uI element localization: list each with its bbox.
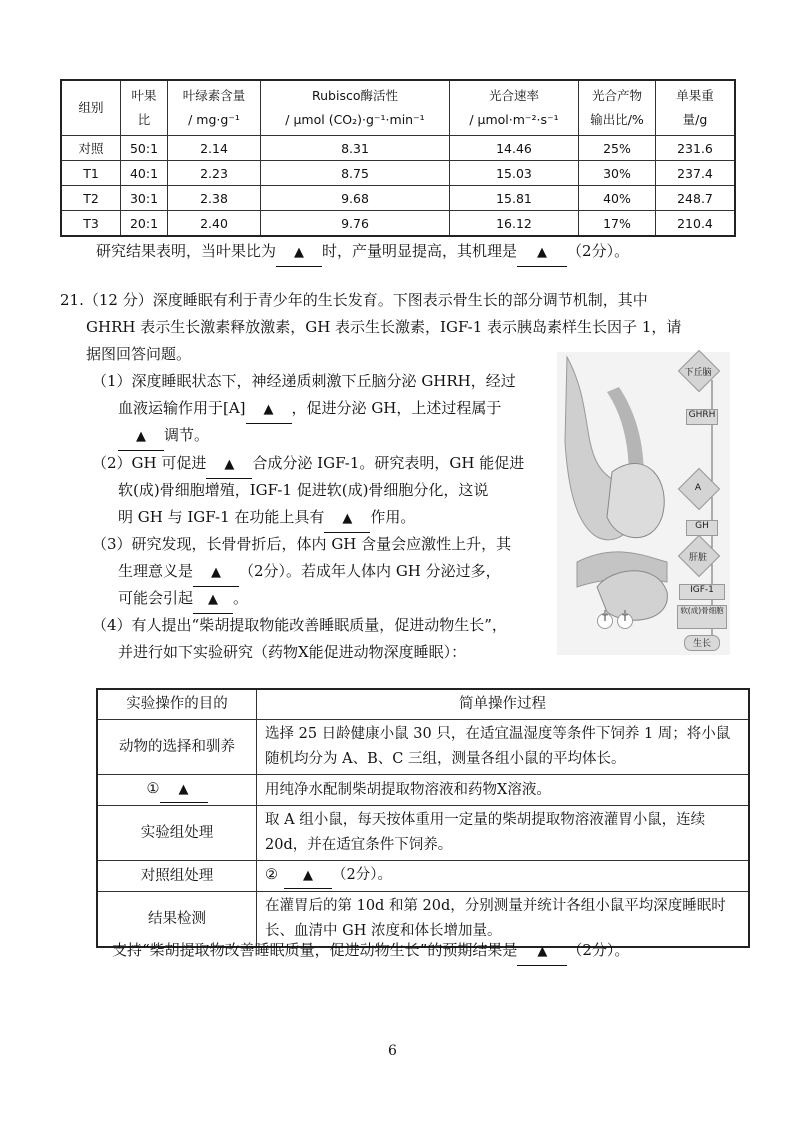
answer-blank[interactable] <box>246 396 292 424</box>
results-table <box>60 79 736 237</box>
header-cell <box>261 80 450 136</box>
text: （2）GH 可促进 <box>92 454 207 472</box>
table-cell: 对照 <box>61 136 121 161</box>
q21-part1-line1: （1）深度睡眠状态下，神经递质刺激下丘脑分泌 GHRH，经过 <box>92 372 516 390</box>
blank-mark: ▲ <box>342 511 353 526</box>
header-text: / μmol·m⁻²·s⁻¹ <box>469 112 559 127</box>
table-cell: 210.4 <box>656 211 736 237</box>
hypothalamus-label: 下丘脑 <box>684 368 712 378</box>
table-cell: 2.38 <box>168 186 261 211</box>
table-cell: 17% <box>579 211 656 237</box>
table-row <box>61 186 735 211</box>
table-cell: 30:1 <box>121 186 168 211</box>
answer-blank[interactable] <box>324 505 370 533</box>
text: 明 GH 与 IGF-1 在功能上具有 <box>118 508 325 526</box>
chondrocyte-label: 软(成)骨细胞 <box>677 605 727 629</box>
answer-blank[interactable] <box>118 423 164 451</box>
text: 血液运输作用于[A] <box>118 399 246 417</box>
table-cell: 25% <box>579 136 656 161</box>
growth-label: 生长 <box>684 635 720 651</box>
process-cell: 取 A 组小鼠，每天按体重用一定量的柴胡提取物溶液灌胃小鼠，连续 20d，并在适宜条件下饲养。 <box>257 806 750 861</box>
t-cell-label: T <box>597 613 613 629</box>
q21-part2-line1 <box>92 450 524 479</box>
q21-part3-line2 <box>118 558 501 587</box>
text: 支持“柴胡提取物改善睡眠质量，促进动物生长”的预期结果是 <box>112 941 518 959</box>
table-cell: 248.7 <box>656 186 736 211</box>
table-cell: 16.12 <box>450 211 579 237</box>
table-row <box>97 861 749 892</box>
header-text: 量/g <box>682 112 708 127</box>
text: ① <box>146 781 160 797</box>
table-cell: 30% <box>579 161 656 186</box>
header-text: / μmol (CO₂)·g⁻¹·min⁻¹ <box>285 112 425 127</box>
header-text: / mg·g⁻¹ <box>188 112 240 127</box>
table-row <box>97 720 749 775</box>
process-cell: 在灌胃后的第 10d 和第 20d，分别测量并统计各组小鼠平均深度睡眠时长、血清中 GH 浓度和体长增加量。 <box>257 892 750 948</box>
header-cell <box>168 80 261 136</box>
header-text: 组别 <box>78 100 104 115</box>
table-cell: 40:1 <box>121 161 168 186</box>
header-cell: 实验操作的目的 <box>97 689 257 720</box>
table-row <box>61 161 735 186</box>
text: ，促进分泌 GH，上述过程属于 <box>291 399 502 417</box>
header-cell <box>656 80 736 136</box>
table-row <box>61 211 735 237</box>
table-row <box>97 775 749 806</box>
header-cell <box>61 80 121 136</box>
text: （2分）。 <box>567 242 630 260</box>
header-text: 光合产物 <box>591 88 642 103</box>
blank-mark: ▲ <box>537 245 548 260</box>
process-cell: 选择 25 日龄健康小鼠 30 只，在适宜温湿度等条件下饲养 1 周；将小鼠随机均分为 A、B、C 三组，测量各组小鼠的平均体长。 <box>257 720 750 775</box>
liver-label: 肝脏 <box>688 553 707 563</box>
pituitary-gland-shape <box>607 464 664 538</box>
igf1-label: IGF-1 <box>679 584 725 600</box>
blank-mark: ▲ <box>537 944 548 959</box>
table-cell: 2.40 <box>168 211 261 237</box>
blank-mark: ▲ <box>263 402 274 417</box>
answer-blank[interactable] <box>276 239 322 267</box>
table-row <box>61 136 735 161</box>
q21-intro-line1: 21.（12 分）深度睡眠有利于青少年的生长发育。下图表示骨生长的部分调节机制，其中 <box>60 291 648 309</box>
q21-part2-line3 <box>118 504 415 533</box>
q21-part1-line2 <box>118 395 501 424</box>
purpose-cell: 实验组处理 <box>97 806 257 861</box>
q20-conclusion <box>96 238 629 267</box>
text: ② <box>265 867 278 883</box>
header-cell <box>579 80 656 136</box>
blank-mark: ▲ <box>224 457 235 472</box>
answer-blank[interactable] <box>193 586 233 614</box>
gh-label: GH <box>686 520 718 536</box>
text: 调节。 <box>164 426 210 444</box>
header-text: 光合速率 <box>488 88 539 103</box>
table-cell: 8.75 <box>261 161 450 186</box>
text: 研究结果表明，当叶果比为 <box>96 242 277 260</box>
answer-blank[interactable] <box>193 559 239 587</box>
page-number: 6 <box>388 1043 397 1059</box>
header-text: 比 <box>137 112 151 127</box>
q21-intro-line2: GHRH 表示生长激素释放激素，GH 表示生长激素，IGF-1 表示胰岛素样生长因子 1，请 <box>86 318 682 336</box>
answer-blank[interactable] <box>284 863 332 889</box>
text: 生理意义是 <box>118 562 194 580</box>
table-cell: T2 <box>61 186 121 211</box>
answer-blank[interactable] <box>160 777 208 803</box>
header-cell <box>450 80 579 136</box>
table-cell: 9.68 <box>261 186 450 211</box>
answer-blank[interactable] <box>517 938 567 966</box>
table-cell: 15.03 <box>450 161 579 186</box>
blank-mark: ▲ <box>178 782 189 797</box>
q21-intro-line3: 据图回答问题。 <box>86 345 192 363</box>
blank-mark: ▲ <box>136 429 146 444</box>
text: 时，产量明显提高，其机理是 <box>322 242 518 260</box>
q21-part4-line2: 并进行如下实验研究（药物Ⅹ能促进动物深度睡眠）： <box>118 643 467 661</box>
final-question <box>112 937 629 966</box>
text: 作用。 <box>370 508 416 526</box>
q21-part3-line1: （3）研究发现，长骨骨折后，体内 GH 含量会应激性上升，其 <box>92 535 512 553</box>
results-table-header <box>61 80 735 136</box>
table-cell: 9.76 <box>261 211 450 237</box>
q21-part2-line2: 软(成)骨细胞增殖，IGF-1 促进软(成)骨细胞分化，这说 <box>118 481 489 499</box>
blank-mark: ▲ <box>303 868 313 883</box>
text: （2分）。 <box>567 941 630 959</box>
header-text: 叶果 <box>131 88 157 103</box>
answer-blank[interactable] <box>206 451 252 479</box>
header-cell <box>121 80 168 136</box>
table-cell: T1 <box>61 161 121 186</box>
header-text: Rubisco酶活性 <box>312 88 398 103</box>
text: （2分）。若成年人体内 GH 分泌过多， <box>239 562 501 580</box>
q21-part4-line1: （4）有人提出“柴胡提取物能改善睡眠质量，促进动物生长”， <box>92 616 507 634</box>
text: （2分）。 <box>332 867 392 883</box>
purpose-cell: 结果检测 <box>97 892 257 948</box>
bone-growth-regulation-figure <box>557 352 730 655</box>
table-cell: 14.46 <box>450 136 579 161</box>
table-cell: 231.6 <box>656 136 736 161</box>
table-cell: T3 <box>61 211 121 237</box>
blank-mark: ▲ <box>211 565 222 580</box>
purpose-cell <box>97 775 257 806</box>
table-cell: 50:1 <box>121 136 168 161</box>
table-cell: 8.31 <box>261 136 450 161</box>
text: 可能会引起 <box>118 589 194 607</box>
process-cell <box>257 861 750 892</box>
table-cell: 15.81 <box>450 186 579 211</box>
header-text: 单果重 <box>676 88 714 103</box>
table-row <box>97 806 749 861</box>
process-cell: 用纯净水配制柴胡提取物溶液和药物Ⅹ溶液。 <box>257 775 750 806</box>
text: 合成分泌 IGF-1。研究表明，GH 能促进 <box>252 454 525 472</box>
q21-part3-line3 <box>118 585 248 614</box>
blank-mark: ▲ <box>208 592 219 607</box>
purpose-cell: 动物的选择和驯养 <box>97 720 257 775</box>
table-cell: 40% <box>579 186 656 211</box>
table-cell: 2.14 <box>168 136 261 161</box>
experiment-table <box>96 688 750 948</box>
text: 。 <box>233 589 249 607</box>
a-label: A <box>694 483 702 493</box>
header-text: 输出比/% <box>590 112 644 127</box>
experiment-table-header <box>97 689 749 720</box>
t-cell-label: T <box>617 613 633 629</box>
table-cell: 2.23 <box>168 161 261 186</box>
answer-blank[interactable] <box>517 239 567 267</box>
q21-part1-line3 <box>118 422 209 451</box>
table-cell: 20:1 <box>121 211 168 237</box>
ghrh-label: GHRH <box>686 409 718 425</box>
table-cell: 237.4 <box>656 161 736 186</box>
purpose-cell: 对照组处理 <box>97 861 257 892</box>
header-text: 叶绿素含量 <box>182 88 246 103</box>
header-cell: 简单操作过程 <box>257 689 750 720</box>
blank-mark: ▲ <box>294 245 305 260</box>
